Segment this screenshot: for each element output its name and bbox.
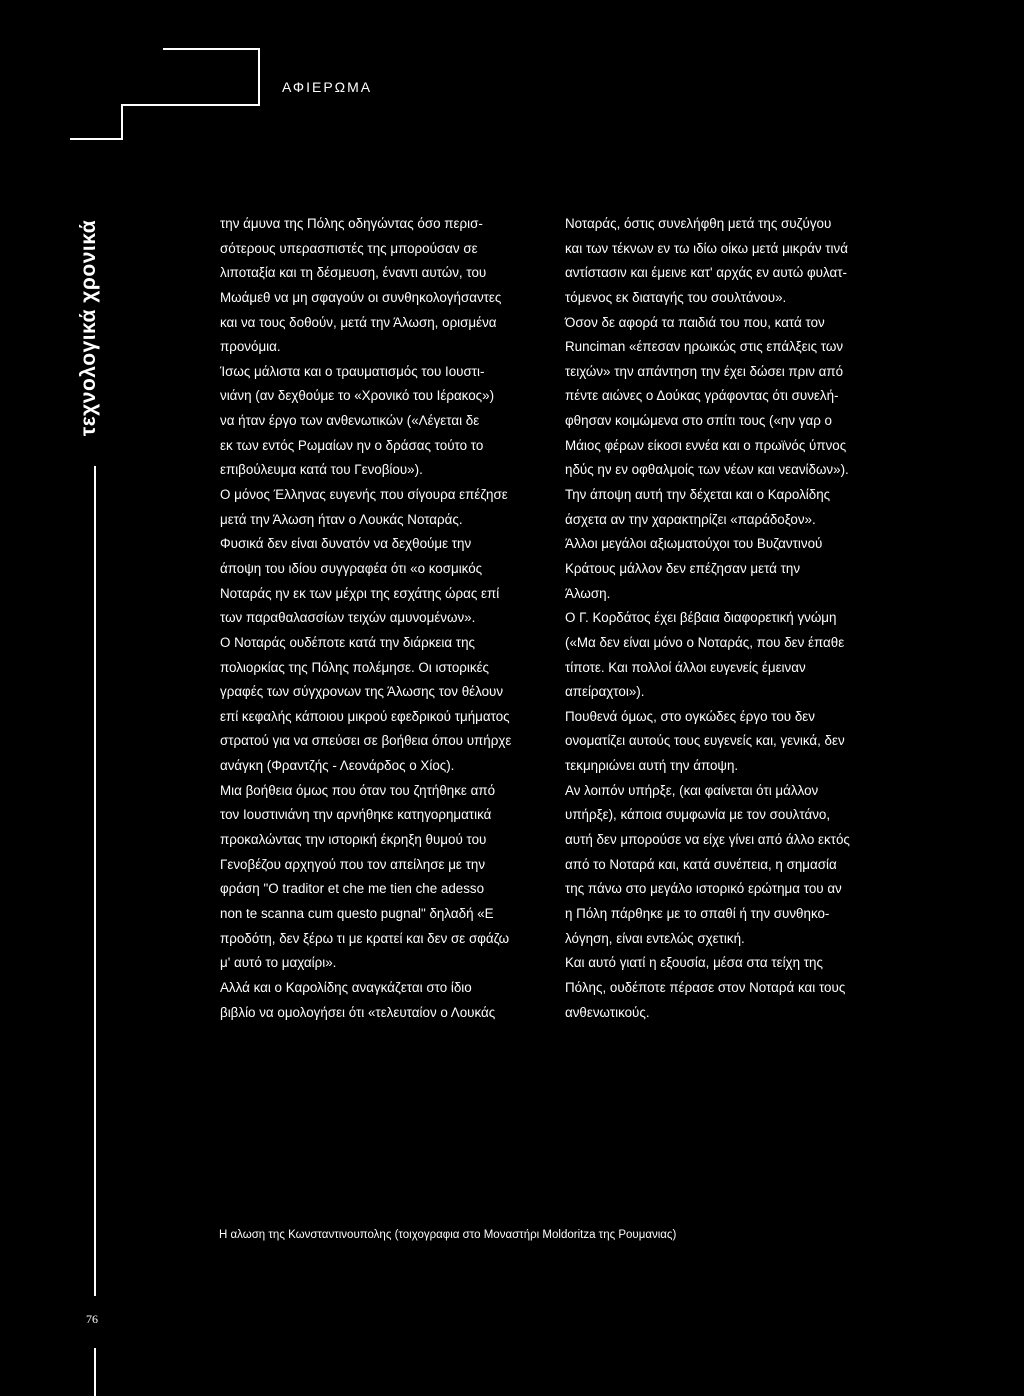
article-line: non te scanna cum questo pugnal" δηλαδή «Ε [220, 905, 494, 921]
frame-line-mid [121, 104, 260, 106]
image-caption: Η αλωση της Κωνσταντινουπολης (τοιχογραφια στο Μοναστήρι Moldoritza της Ρουμανιας) [219, 1229, 677, 1241]
article-line: βιβλίο να ομολογήσει ότι «τελευταίον ο Λουκάς [220, 1004, 496, 1020]
page-number: 76 [86, 1312, 98, 1326]
frame-line-left [121, 104, 123, 140]
side-title [62, 198, 116, 458]
article-line: άποψη του ιδίου συγγραφέα ότι «ο κοσμικός [220, 560, 483, 576]
article-line: Άλλοι μεγάλοι αξιωματούχοι του Βυζαντινού [565, 536, 823, 552]
article-line: Runciman «έπεσαν ηρωικώς στις επάλξεις των [565, 339, 844, 355]
article-line: υπήρξε), κάποια συμφωνία με τον σουλτάνο, [565, 807, 831, 823]
article-line: ανθενωτικούς. [565, 1004, 650, 1020]
article-line: («Μα δεν είναι μόνο ο Νοταράς, που δεν έπαθε [565, 634, 845, 650]
article-line: προνόμια. [220, 339, 281, 355]
article-line: εκ των εντός Ρωμαίων ην ο δράσας τούτο το [220, 437, 484, 453]
article-line: Αν λοιπόν υπήρξε, (και φαίνεται ότι μάλλον [565, 782, 819, 798]
article-line: γραφές των σύγχρονων της Άλωσης τον θέλουν [220, 684, 504, 700]
article-line: άσχετα αν την χαρακτηρίζει «παράδοξον». [565, 511, 816, 527]
vertical-rule-top [94, 466, 96, 1296]
frame-line-top [163, 48, 260, 50]
article-line: τειχών» την απάντηση την έχει δώσει πριν από [565, 363, 844, 379]
article-column-right [565, 212, 897, 1025]
section-label: ΑΦΙΕΡΩΜΑ [282, 79, 373, 95]
article-line: η Πόλη πάρθηκε με το σπαθί ή την συνθηκο- [565, 905, 830, 921]
article-line: λιποταξία και τη δέσμευση, έναντι αυτών, του [220, 265, 487, 281]
article-line: ηδύς ην εν οφθαλμοίς των νέων και νεανίδων»). [565, 462, 849, 478]
article-line: στρατού για να σπεύσει σε βοήθεια όπου υπήρχε [220, 733, 512, 749]
article-line: πέντε αιώνες ο Δούκας γράφοντας ότι συνελή- [565, 388, 839, 404]
article-line: αυτή δεν μπορούσε να είχε γίνει από άλλο εκτός [565, 832, 850, 848]
article-line: Μια βοήθεια όμως που όταν του ζητήθηκε από [220, 782, 496, 798]
article-line: Ο Γ. Κορδάτος έχει βέβαια διαφορετική γνώμη [565, 610, 837, 626]
article-line: Άλωση. [565, 585, 611, 601]
article-line: και να τους δοθούν, μετά την Άλωση, ορισμένα [220, 314, 497, 330]
article-line: τόμενος εκ διαταγής του σουλτάνου». [565, 289, 787, 305]
article-line: τεκμηριώνει αυτή την άποψη. [565, 758, 739, 774]
article-line: των παραθαλασσίων τειχών αμυνομένων». [220, 610, 476, 626]
side-title-text: τεχνολογικά χρονικά [77, 219, 100, 437]
article-line: τον Ιουστινιάνη την αρνήθηκε κατηγορηματικά [220, 807, 492, 823]
article-line: Μωάμεθ να μη σφαγούν οι συνθηκολογήσαντες [220, 289, 502, 305]
article-line: από το Νοταρά και, κατά συνέπεια, η σημασία [565, 856, 837, 872]
article-line: μ' αυτό το μαχαίρι». [220, 955, 337, 971]
article-line: μετά την Άλωση ήταν ο Λουκάς Νοταράς. [220, 511, 463, 527]
article-line: επί κεφαλής κάποιου μικρού εφεδρικού τμήματος [220, 708, 510, 724]
article-line: απείραχτοι»). [565, 684, 645, 700]
article-line: Φυσικά δεν είναι δυνατόν να δεχθούμε την [220, 536, 472, 552]
article-line: σότερους υπερασπιστές της μπορούσαν σε [220, 240, 478, 256]
article-line: ονοματίζει αυτούς τους ευγενείς και, γενικά, δεν [565, 733, 845, 749]
article-line: Κράτους μάλλον δεν επέζησαν μετά την [565, 560, 801, 576]
article-line: Ο Νοταράς ουδέποτε κατά την διάρκεια της [220, 634, 475, 650]
article-line: Μάιος φέρων είκοσι εννέα και ο πρωϊνός ύπνος [565, 437, 847, 453]
article-line: τίποτε. Και πολλοί άλλοι ευγενείς έμειναν [565, 659, 806, 675]
article-line: Πουθενά όμως, στο ογκώδες έργο του δεν [565, 708, 815, 724]
vertical-rule-bottom [94, 1348, 96, 1396]
article-line: Και αυτό γιατί η εξουσία, μέσα στα τείχη της [565, 955, 823, 971]
article-line: Νοταράς ην εκ των μέχρι της εσχάτης ώρας επί [220, 585, 500, 601]
article-line: αντίστασιν και έμεινε κατ' αρχάς εν αυτώ φυλατ- [565, 265, 847, 281]
article-line: της πάνω στο μεγάλο ιστορικό ερώτημα του αν [565, 881, 842, 897]
frame-line-bottom [70, 138, 123, 140]
article-line: να ήταν έργο των ανθενωτικών («Λέγεται δε [220, 413, 480, 429]
article-column-left [220, 212, 552, 1025]
article-line: την άμυνα της Πόλης οδηγώντας όσο περισ- [220, 216, 483, 231]
article-line: ανάγκη (Φραντζής - Λεονάρδος ο Χίος). [220, 758, 455, 774]
article-line: Ο μόνος Έλληνας ευγενής που σίγουρα επέζησε [220, 487, 508, 503]
article-line: φράση "O traditor et che me tien che adesso [220, 881, 485, 897]
article-line: Αλλά και ο Καρολίδης αναγκάζεται στο ίδιο [220, 979, 472, 995]
article-line: πολιορκίας της Πόλης πολέμησε. Οι ιστορικές [220, 659, 490, 675]
frame-line-right [258, 48, 260, 106]
article-line: και των τέκνων εν τω ιδίω οίκω μετά μικράν τινά [565, 240, 848, 256]
article-line: Όσον δε αφορά τα παιδιά του που, κατά τον [565, 314, 825, 330]
article-line: Ίσως μάλιστα και ο τραυματισμός του Ιουστι- [220, 363, 485, 379]
article-line: Την άποψη αυτή την δέχεται και ο Καρολίδης [565, 487, 831, 503]
article-line: Νοταράς, όστις συνελήφθη μετά της συζύγου [565, 216, 832, 231]
article-line: Γενοβέζου αρχηγού που τον απείλησε με την [220, 856, 486, 872]
article-line: επιβούλευμα κατά του Γενοβίου»). [220, 462, 423, 478]
article-line: προδότη, δεν ξέρω τι με κρατεί και δεν σε σφάζω [220, 930, 510, 946]
article-line: Πόλης, ουδέποτε πέρασε στον Νοταρά και τους [565, 979, 846, 995]
article-line: νιάνη (αν δεχθούμε το «Χρονικό του Ιέρακος») [220, 388, 495, 404]
article-line: λόγηση, είναι εντελώς σχετική. [565, 930, 745, 946]
article-line: φθησαν κοιμώμενα στο σπίτι τους («ην γαρ ο [565, 413, 832, 429]
article-line: προκαλώντας την ιστορική έκρηξη θυμού του [220, 832, 487, 848]
